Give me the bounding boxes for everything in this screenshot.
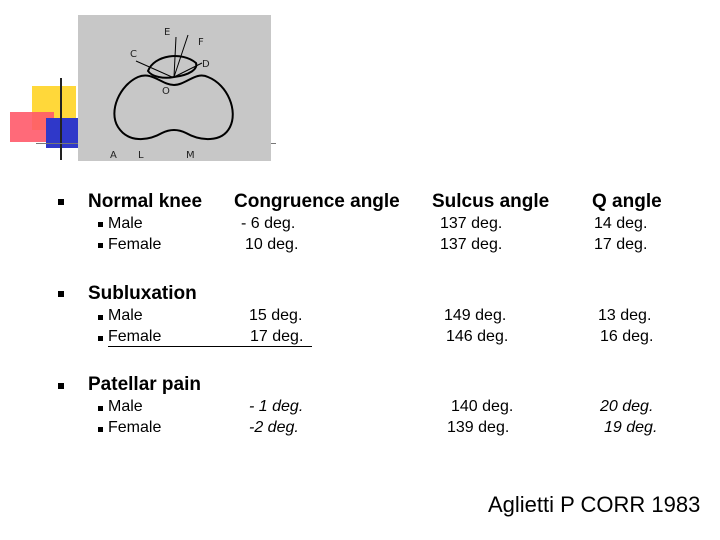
fig-label-f: F (198, 37, 204, 48)
sub-male-q: 13 deg. (598, 307, 652, 324)
fig-label-a: A (110, 150, 117, 161)
sub-male-sulcus: 149 deg. (444, 307, 507, 324)
decor-vertical-line (60, 78, 62, 160)
sub-female-label: Female (108, 328, 312, 347)
pp-female-label: Female (108, 419, 162, 436)
pp-male-sulcus: 140 deg. (451, 398, 514, 415)
sub-female-q: 16 deg. (600, 328, 654, 345)
header-sulcus-angle: Sulcus angle (432, 191, 550, 212)
sub-female-congruence: 17 deg. (250, 328, 304, 345)
bullet-nk-female (98, 243, 103, 248)
condyle-outline (114, 76, 232, 140)
nk-female-label: Female (108, 236, 162, 253)
citation: Aglietti P CORR 1983 (488, 492, 701, 517)
nk-male-congruence: - 6 deg. (241, 215, 296, 232)
pp-male-label: Male (108, 398, 143, 415)
fig-label-c: C (130, 49, 137, 60)
bullet-normal-knee (58, 199, 64, 205)
pp-female-congruence: -2 deg. (249, 419, 299, 436)
bullet-pp-female (98, 427, 103, 432)
bullet-nk-male (98, 222, 103, 227)
bullet-pp-male (98, 406, 103, 411)
group-subluxation-title: Subluxation (88, 283, 197, 304)
pp-female-q: 19 deg. (604, 419, 658, 436)
fig-label-l: L (138, 150, 144, 161)
pp-male-q: 20 deg. (600, 398, 654, 415)
patella-shape (148, 56, 196, 78)
nk-male-label: Male (108, 215, 143, 232)
fig-label-e: E (164, 27, 171, 38)
bullet-patellar-pain (58, 383, 64, 389)
nk-male-q: 14 deg. (594, 215, 648, 232)
header-q-angle: Q angle (592, 191, 662, 212)
bullet-subluxation (58, 291, 64, 297)
knee-diagram-svg (78, 15, 271, 161)
sub-female-sulcus: 146 deg. (446, 328, 509, 345)
group-patellar-pain-title: Patellar pain (88, 374, 201, 395)
nk-male-sulcus: 137 deg. (440, 215, 503, 232)
sub-male-label: Male (108, 307, 143, 324)
header-normal-knee: Normal knee (88, 191, 203, 212)
header-congruence-angle: Congruence angle (234, 191, 400, 212)
nk-female-sulcus: 137 deg. (440, 236, 503, 253)
bullet-sub-female (98, 336, 103, 341)
bullet-sub-male (98, 315, 103, 320)
fig-label-m: M (186, 150, 195, 161)
pp-female-sulcus: 139 deg. (447, 419, 510, 436)
nk-female-congruence: 10 deg. (245, 236, 299, 253)
fig-label-d: D (202, 59, 210, 70)
pp-male-congruence: - 1 deg. (249, 398, 304, 415)
nk-female-q: 17 deg. (594, 236, 648, 253)
fig-label-o: O (162, 86, 170, 97)
knee-diagram (78, 15, 271, 161)
sub-male-congruence: 15 deg. (249, 307, 303, 324)
